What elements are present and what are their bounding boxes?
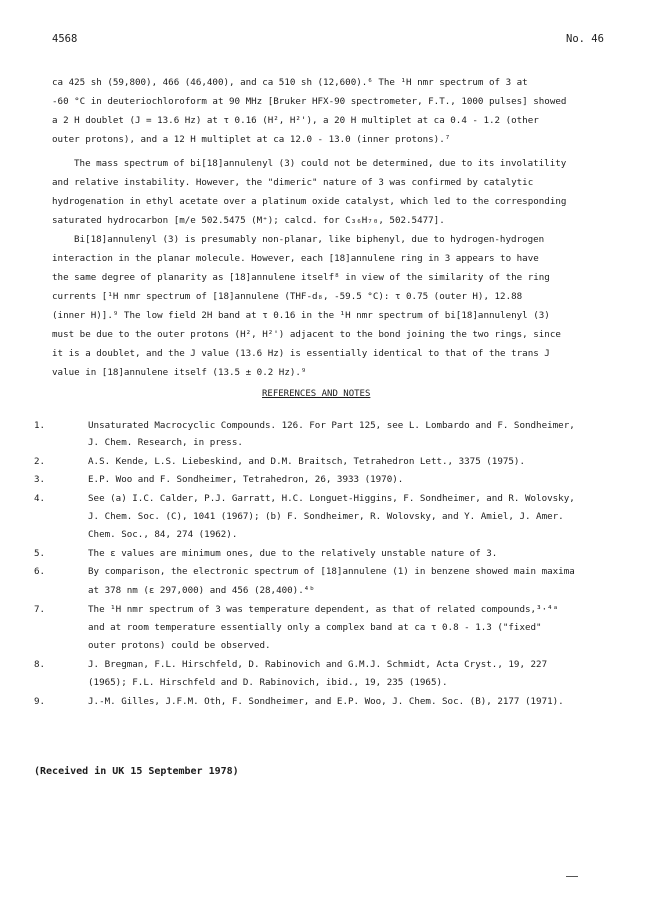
body-line: outer protons), and a 12 H multiplet at ca 12.0 - 13.0 (inner protons).⁷ [52, 134, 451, 145]
reference-line: at 378 nm (ε 297,000) and 456 (28,400).⁴ᵇ [88, 585, 315, 596]
body-line: -60 °C in deuteriochloroform at 90 MHz [Bruker HFX-90 spectrometer, F.T., 1000 pulses] showed [52, 96, 567, 107]
reference-number: 4. [34, 493, 46, 504]
body-line: (inner H)].⁹ The low field 2H band at τ 0.16 in the ¹H nmr spectrum of bi[18]annulenyl (3) [52, 310, 550, 321]
body-line: interaction in the planar molecule. However, each [18]annulene ring in 3 appears to have [52, 253, 539, 264]
reference-line: Chem. Soc., 84, 274 (1962). [88, 529, 238, 540]
footer-dash [566, 876, 578, 877]
body-line: saturated hydrocarbon [m/e 502.5475 (M⁺); calcd. for C₃₆H₇₀, 502.5477]. [52, 215, 445, 226]
page-number: 4568 [52, 33, 78, 45]
body-line: and relative instability. However, the "dimeric" nature of 3 was confirmed by catalytic [52, 177, 534, 188]
reference-number: 5. [34, 548, 46, 559]
reference-line: outer protons) could be observed. [88, 640, 271, 651]
references-heading: REFERENCES AND NOTES [262, 389, 371, 399]
reference-line: The ε values are minimum ones, due to the relatively unstable nature of 3. [88, 548, 498, 559]
reference-line: J. Chem. Soc. (C), 1041 (1967); (b) F. Sondheimer, R. Wolovsky, and Y. Amiel, J. Amer. [88, 511, 564, 522]
reference-number: 2. [34, 456, 46, 467]
reference-line: and at room temperature essentially only a complex band at ca τ 0.8 - 1.3 ("fixed" [88, 622, 542, 633]
reference-number: 1. [34, 420, 46, 431]
issue-number: No. 46 [566, 33, 604, 45]
body-line: it is a doublet, and the J value (13.6 Hz) is essentially identical to that of the trans J [52, 348, 550, 359]
reference-line: J.-M. Gilles, J.F.M. Oth, F. Sondheimer, and E.P. Woo, J. Chem. Soc. (B), 2177 (1971). [88, 696, 564, 707]
body-line: currents [¹H nmr spectrum of [18]annulene (THF-d₈, -59.5 °C): τ 0.75 (outer H), 12.88 [52, 291, 523, 302]
reference-line: J. Chem. Research, in press. [88, 437, 243, 448]
reference-number: 7. [34, 604, 46, 615]
body-line: the same degree of planarity as [18]annulene itself⁸ in view of the similarity of the ring [52, 272, 550, 283]
body-line: The mass spectrum of bi[18]annulenyl (3) could not be determined, due to its involatility [74, 158, 567, 169]
body-line: hydrogenation in ethyl acetate over a platinum oxide catalyst, which led to the corresponding [52, 196, 567, 207]
body-line: ca 425 sh (59,800), 466 (46,400), and ca 510 sh (12,600).⁶ The ¹H nmr spectrum of 3 at [52, 77, 528, 88]
reference-line: J. Bregman, F.L. Hirschfeld, D. Rabinovich and G.M.J. Schmidt, Acta Cryst., 19, 227 [88, 659, 548, 670]
reference-number: 6. [34, 566, 46, 577]
body-line: a 2 H doublet (J = 13.6 Hz) at τ 0.16 (H², H²'), a 20 H multiplet at ca 0.4 - 1.2 (other [52, 115, 539, 126]
reference-line: (1965); F.L. Hirschfeld and D. Rabinovich, ibid., 19, 235 (1965). [88, 677, 448, 688]
reference-line: By comparison, the electronic spectrum of [18]annulene (1) in benzene showed main maxima [88, 566, 575, 577]
received-date: (Received in UK 15 September 1978) [34, 766, 239, 777]
reference-line: E.P. Woo and F. Sondheimer, Tetrahedron, 26, 3933 (1970). [88, 474, 404, 485]
body-line: value in [18]annulene itself (13.5 ± 0.2 Hz).⁹ [52, 367, 307, 378]
reference-number: 3. [34, 474, 46, 485]
reference-line: See (a) I.C. Calder, P.J. Garratt, H.C. Longuet-Higgins, F. Sondheimer, and R. Wolovsky, [88, 493, 575, 504]
reference-line: A.S. Kende, L.S. Liebeskind, and D.M. Braitsch, Tetrahedron Lett., 3375 (1975). [88, 456, 525, 467]
reference-number: 8. [34, 659, 46, 670]
body-line: must be due to the outer protons (H², H²') adjacent to the bond joining the two rings, since [52, 329, 561, 340]
reference-line: Unsaturated Macrocyclic Compounds. 126. For Part 125, see L. Lombardo and F. Sondheimer, [88, 420, 575, 431]
body-line: Bi[18]annulenyl (3) is presumably non-planar, like biphenyl, due to hydrogen-hydrogen [74, 234, 545, 245]
reference-number: 9. [34, 696, 46, 707]
reference-line: The ¹H nmr spectrum of 3 was temperature dependent, as that of related compounds,³·⁴ᵃ [88, 604, 559, 615]
